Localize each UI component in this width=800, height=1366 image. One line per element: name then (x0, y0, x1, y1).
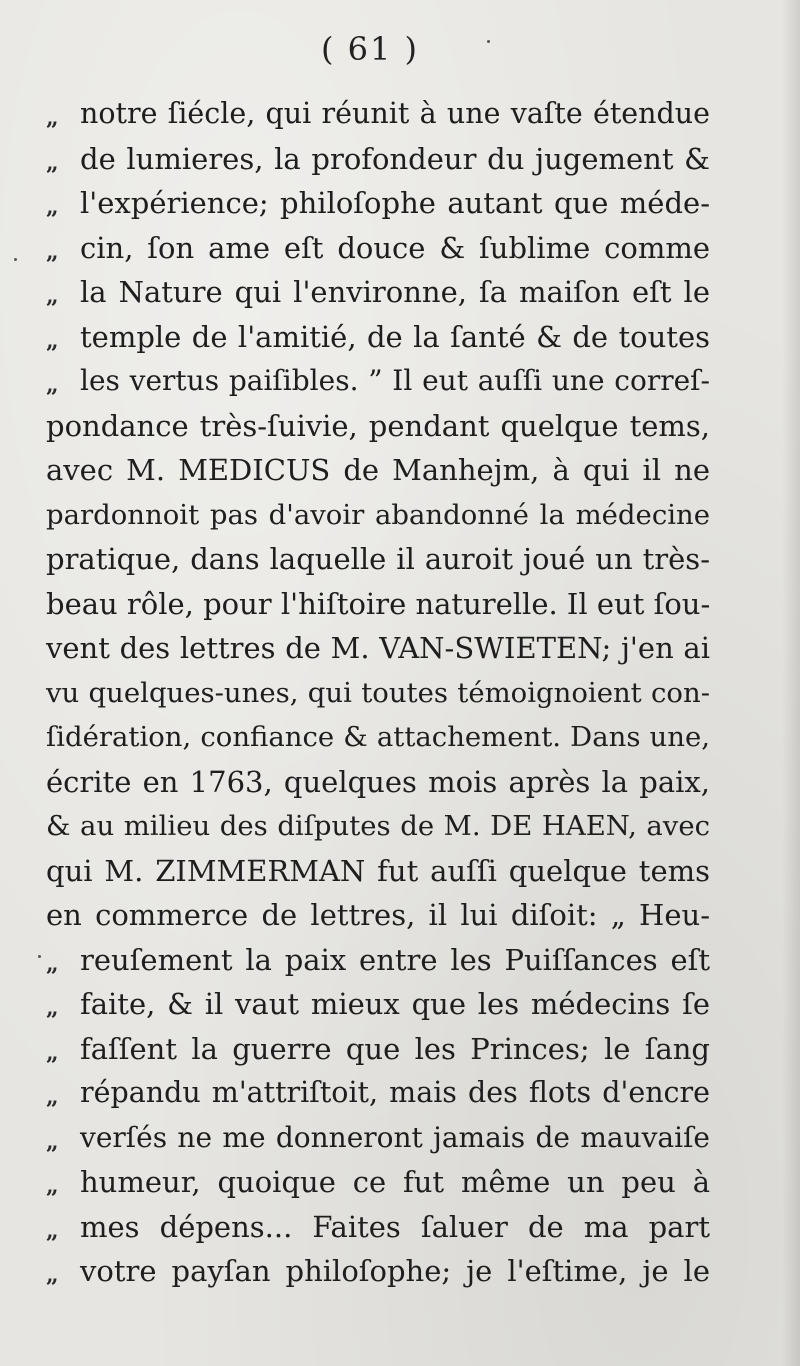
text-line-content: vu quelques-unes, qui toutes témoignoient con- (46, 676, 710, 709)
text-line-content: les vertus paiſibles. ” Il eut auſſi une correſ- (80, 364, 710, 397)
text-line (46, 1027, 710, 1072)
text-line (46, 448, 710, 493)
text-line (46, 760, 710, 805)
text-line-content: notre ſiécle, qui réunit à une vaſte étendue (80, 97, 710, 130)
text-line (46, 181, 710, 226)
text-line-content: temple de l'amitié, de la ſanté & de toutes (80, 319, 710, 354)
text-line-content: pondance très-ſuivie, pendant quelque tems, (46, 408, 710, 443)
text-line (46, 715, 710, 760)
text-line-content: écrite en 1763, quelques mois après la paix, (46, 764, 710, 799)
text-line-content: pratique, dans laquelle il auroit joué un très- (46, 542, 710, 576)
text-line-content: votre payſan philoſophe; je l'eſtime, je le (80, 1254, 710, 1288)
quotation-mark: „ (46, 194, 59, 220)
text-line-content: l'expérience; philoſophe autant que méde- (80, 186, 710, 220)
text-line-content: la Nature qui l'environne, ſa maiſon eſt le (80, 275, 710, 309)
quotation-mark: „ (46, 950, 59, 977)
text-line-content: vent des lettres de M. VAN-SWIETEN; j'en ai (46, 631, 710, 665)
text-line (46, 226, 710, 271)
text-line-content: de lumieres, la profondeur du jugement & (80, 141, 710, 176)
text-line-content: reuſement la paix entre les Puiſſances eſt (80, 942, 710, 977)
text-line-content: pardonnoit pas d'avoir abandonné la médecine (46, 498, 710, 531)
text-line-content: ſidération, confiance & attachement. Dans une, (46, 721, 710, 753)
text-line-content: mes dépens... Faites ſaluer de ma part (80, 1209, 710, 1244)
text-line (46, 137, 710, 182)
quotation-mark: „ (46, 1262, 59, 1288)
text-line (46, 1116, 710, 1161)
quotation-mark: „ (46, 1173, 59, 1199)
text-line (46, 938, 710, 983)
quotation-mark: „ (46, 1084, 59, 1110)
text-line (46, 1071, 710, 1116)
text-line-content: cin, ſon ame eſt douce & ſublime comme (80, 230, 710, 265)
text-line-content: qui M. ZIMMERMAN fut auſſi quelque tems (46, 853, 710, 888)
text-line-content: humeur, quoique ce fut même un peu à (80, 1165, 710, 1199)
text-line (46, 804, 710, 849)
quotation-mark: „ (46, 1128, 59, 1155)
text-line-content: beau rôle, pour l'hiſtoire naturelle. Il eut ſou- (46, 586, 711, 621)
text-line (46, 92, 710, 137)
text-line-content: en commerce de lettres, il lui diſoit: „ Heu- (46, 898, 710, 932)
quotation-mark: „ (46, 995, 59, 1021)
ink-speck (487, 40, 490, 43)
quotation-mark: „ (46, 149, 59, 176)
text-line (46, 537, 710, 582)
text-line-content: avec M. MEDICUS de Manhejm, à qui il ne (46, 453, 710, 487)
text-line (46, 493, 710, 538)
text-line (46, 1249, 710, 1294)
quotation-mark: „ (46, 372, 59, 398)
text-line-content: verſés ne me donneront jamais de mauvaiſe (80, 1120, 710, 1154)
text-line (46, 359, 710, 404)
ink-speck (14, 258, 17, 261)
text-line (46, 404, 710, 449)
quotation-mark: „ (46, 1217, 59, 1244)
body-text (46, 92, 710, 1294)
text-line-content: faite, & il vaut mieux que les médecins ſe (80, 987, 710, 1021)
text-line (46, 1160, 710, 1205)
text-line (46, 671, 710, 716)
quotation-mark: „ (46, 105, 59, 131)
text-line (46, 893, 710, 938)
quotation-mark: „ (46, 327, 59, 354)
quotation-mark: „ (46, 283, 59, 309)
text-line-content: faſſent la guerre que les Princes; le ſang (80, 1031, 710, 1066)
ink-speck (38, 955, 41, 958)
text-line (46, 582, 710, 627)
text-line (46, 849, 710, 894)
text-line-content: & au milieu des diſputes de M. DE HAEN, avec (46, 810, 710, 842)
quotation-mark: „ (46, 238, 59, 265)
text-line-content: répandu m'attriſtoit, mais des flots d'encre (80, 1076, 710, 1109)
quotation-mark: „ (46, 1039, 59, 1066)
text-line (46, 1205, 710, 1250)
page-edge-shadow (782, 0, 800, 1366)
text-line (46, 315, 710, 360)
text-line (46, 982, 710, 1027)
page-number: ( 61 ) (320, 30, 420, 68)
text-line (46, 270, 710, 315)
text-line (46, 626, 710, 671)
